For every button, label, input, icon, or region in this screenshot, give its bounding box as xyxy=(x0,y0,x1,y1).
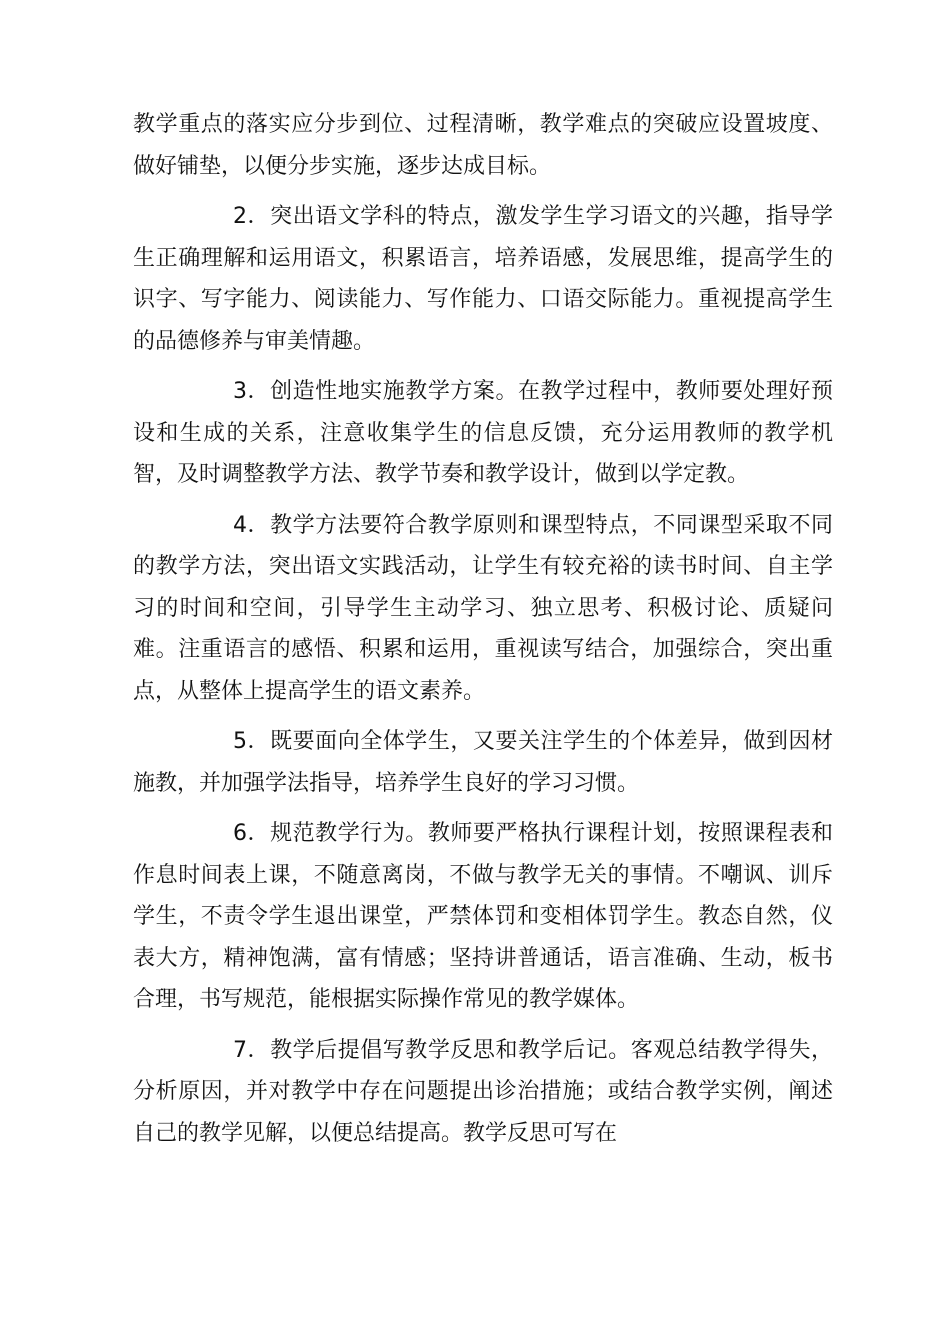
document-body xyxy=(133,104,833,1163)
paragraph-item-3: 3．创造性地实施教学方案。在教学过程中，教师要处理好预设和生成的关系，注意收集学生的信息反馈，充分运用教师的教学机智，及时调整教学方法、教学节奏和教学设计，做到以学定教。 xyxy=(133,379,833,487)
paragraph-item-5: 5．既要面向全体学生，又要关注学生的个体差异，做到因材施教，并加强学法指导，培养学生良好的学习习惯。 xyxy=(133,729,833,796)
paragraph-continuation: 教学重点的落实应分步到位、过程清晰，教学难点的突破应设置坡度、做好铺垫，以便分步实施，逐步达成目标。 xyxy=(133,112,833,179)
paragraph-item-7: 7．教学后提倡写教学反思和教学后记。客观总结教学得失，分析原因，并对教学中存在问题提出诊治措施；或结合教学实例，阐述自己的教学见解，以便总结提高。教学反思可写在 xyxy=(133,1037,833,1146)
paragraph-item-2: 2．突出语文学科的特点，激发学生学习语文的兴趣，指导学生正确理解和运用语文，积累语言，培养语感，发展思维，提高学生的识字、写字能力、阅读能力、写作能力、口语交际能力。重视提高学生的品德修养与审美情趣。 xyxy=(133,204,833,354)
paragraph-item-4: 4．教学方法要符合教学原则和课型特点，不同课型采取不同的教学方法，突出语文实践活动，让学生有较充裕的读书时间、自主学习的时间和空间，引导学生主动学习、独立思考、积极讨论、质疑问难。注重语言的感悟、积累和运用，重视读写结合，加强综合，突出重点，从整体上提高学生的语文素养。 xyxy=(133,512,833,704)
paragraph-item-6: 6．规范教学行为。教师要严格执行课程计划，按照课程表和作息时间表上课，不随意离岗，不做与教学无关的事情。不嘲讽、训斥学生，不责令学生退出课堂，严禁体罚和变相体罚学生。教态自然，仪表大方，精神饱满，富有情感；坚持讲普通话，语言准确、生动，板书合理，书写规范，能根据实际操作常见的教学媒体。 xyxy=(133,821,833,1012)
